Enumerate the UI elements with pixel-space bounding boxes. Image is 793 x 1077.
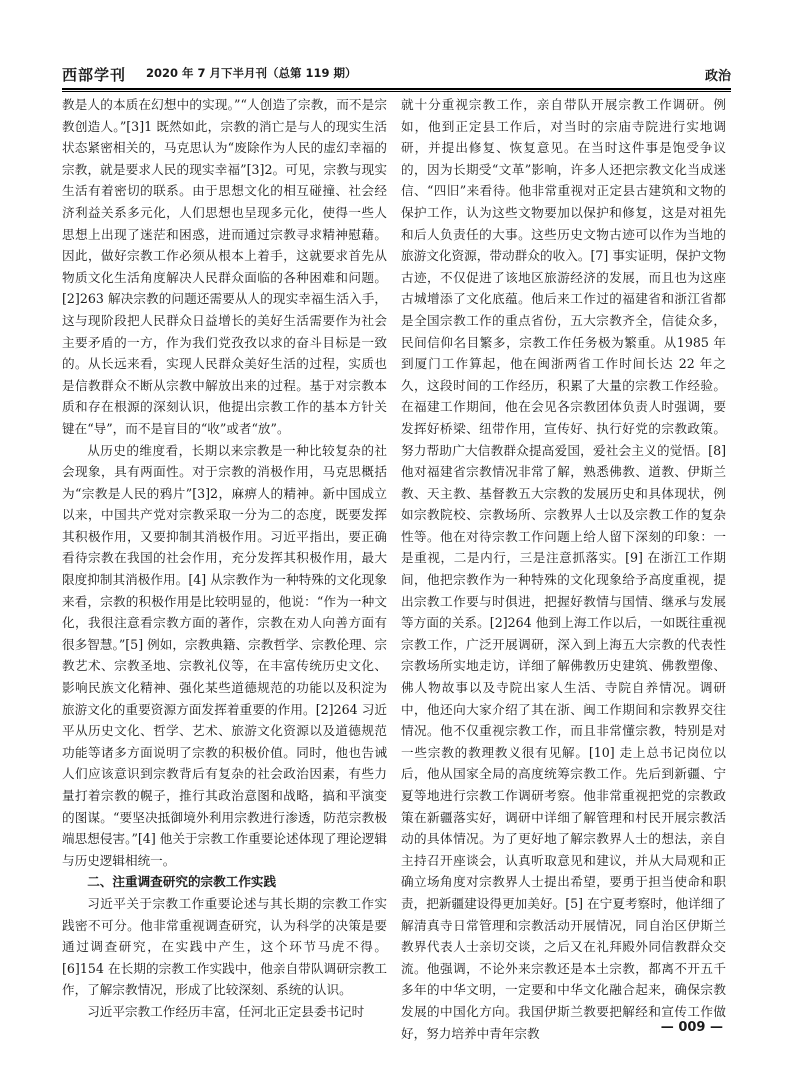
header-rule-thin	[62, 91, 731, 92]
page-header	[62, 62, 731, 86]
right-column	[401, 94, 726, 1044]
header-rule-thick	[62, 88, 731, 90]
section-heading: 二、注重调查研究的宗教工作实践	[87, 874, 277, 890]
paragraph: 教是人的本质在幻想中的实现。”“人创造了宗教，而不是宗教创造人。”[3]1 既然如此，宗教的消亡是与人的现实生活状态紧密相关的，马克思认为“废除作为人民的虚幻幸福的宗教，就是要求人民的现实幸福”[3]2。可见，宗教与现实生活有着密切的联系。由于思想文化的相互碰撞、社会经济利益关系多元化，人们思想也呈现多元化，使得一些人思想上出现了迷茫和困惑，进而通过宗教寻求精神慰藉。因此，做好宗教工作必须从根本上着手，这就要求首先从物质文化生活角度解决人民群众面临的各种困难和问题。[2]263 解决宗教的问题还需要从人的现实幸福生活入手，这与现阶段把人民群众日益增长的美好生活需要作为社会主要矛盾的一方，作为我们党孜孜以求的奋斗目标是一致的。从长远来看，实现人民群众美好生活的过程，实质也是信教群众不断从宗教中解放出来的过程。基于对宗教本质和存在根源的深刻认识，他提出宗教工作的基本方针关键在“导”，而不是盲目的“收”或者“放”。	[62, 97, 387, 436]
issue-info: 2020 年 7 月下半月刊（总第 119 期）	[146, 66, 357, 80]
paragraph: 习近平宗教工作经历丰富，任河北正定县委书记时	[87, 1003, 365, 1019]
left-column	[62, 94, 387, 1023]
paragraph: 从历史的维度看，长期以来宗教是一种比较复杂的社会现象，具有两面性。对于宗教的消极作用，马克思概括为“宗教是人民的鸦片”[3]2，麻痹人的精神。新中国成立以来，中国共产党对宗教采取一分为二的态度，既要发挥其积极作用，又要抑制其消极作用。习近平指出，要正确看待宗教在我国的社会作用，充分发挥其积极作用，最大限度抑制其消极作用。[4] 从宗教作为一种特殊的文化现象来看，宗教的积极作用是比较明显的，他说：“作为一种文化，我很注意看宗教方面的著作，宗教在劝人向善方面有很多智慧。”[5] 例如，宗教典籍、宗教哲学、宗教伦理、宗教艺术、宗教圣地、宗教礼仪等，在丰富传统历史文化、影响民族文化精神、强化某些道德规范的功能以及积淀为旅游文化的重要资源方面发挥着重要的作用。[2]264 习近平从历史文化、哲学、艺术、旅游文化资源以及道德规范功能等诸多方面说明了宗教的积极价值。同时，他也告诫人们应该意识到宗教背后有复杂的社会政治因素，有些力量打着宗教的幌子，推行其政治意图和战略，搞和平演变的图谋。“要坚决抵御境外利用宗教进行渗透，防范宗教极端思想侵害。”[4] 他关于宗教工作重要论述体现了理论逻辑与历史逻辑相统一。	[62, 442, 387, 868]
page-number: — 009 —	[660, 1020, 723, 1035]
section-label: 政治	[704, 69, 731, 84]
paragraph: 习近平关于宗教工作重要论述与其长期的宗教工作实践密不可分。他非常重视调查研究，认为科学的决策是要通过调查研究，在实践中产生，这个环节马虎不得。[6]154 在长期的宗教工作实践中，他亲自带队调研宗教工作，了解宗教情况，形成了比较深刻、系统的认识。	[62, 895, 387, 998]
paragraph: 就十分重视宗教工作，亲自带队开展宗教工作调研。例如，他到正定县工作后，对当时的宗庙寺院进行实地调研，并提出修复、恢复意见。在当时这件事是饱受争议的，因为长期受“文革”影响，许多人还把宗教文化当成迷信、“四旧”来看待。他非常重视对正定县古建筑和文物的保护工作，认为这些文物要加以保护和修复，这是对祖先和后人负责任的大事。这些历史文物古迹可以作为当地的旅游文化资源，带动群众的收入。[7] 事实证明，保护文物古迹，不仅促进了该地区旅游经济的发展，而且也为这座古城增添了文化底蕴。他后来工作过的福建省和浙江省都是全国宗教工作的重点省份，五大宗教齐全，信徒众多，民间信仰名目繁多，宗教工作任务极为繁重。从1985 年到厦门工作算起，他在闽浙两省工作时间长达 22 年之久，这段时间的工作经历，积累了大量的宗教工作经验。在福建工作期间，他在会见各宗教团体负责人时强调，要发挥好桥梁、纽带作用，宣传好、执行好党的宗教政策。努力帮助广大信教群众提高爱国，爱社会主义的觉悟。[8] 他对福建省宗教情况非常了解，熟悉佛教、道教、伊斯兰教、天主教、基督教五大宗教的发展历史和具体现状，例如宗教院校、宗教场所、宗教界人士以及宗教工作的复杂性等。他在对待宗教工作问题上给人留下深刻的印象：一是重视，二是内行，三是注意抓落实。[9] 在浙江工作期间，他把宗教作为一种特殊的文化现象给予高度重视，提出宗教工作要与时俱进，把握好教情与国情、继承与发展等方面的关系。[2]264 他到上海工作以后，一如既往重视宗教工作，广泛开展调研，深入到上海五大宗教的代表性宗教场所实地走访，详细了解佛教历史建筑、佛教塑像、佛人物故事以及寺院出家人生活、寺院自养情况。调研中，他还向大家介绍了其在浙、闽工作期间和宗教界交往情况。他不仅重视宗教工作，而且非常懂宗教，特别是对一些宗教的教理教义很有见解。[10] 走上总书记岗位以后，他从国家全局的高度统筹宗教工作。先后到新疆、宁夏等地进行宗教工作调研考察。他非常重视把党的宗教政策在新疆落实好，调研中详细了解管理和村民开展宗教活动的具体情况。为了更好地了解宗教界人士的想法，亲自主持召开座谈会，认真听取意见和建议，并从大局观和正确立场角度对宗教界人士提出希望，要勇于担当使命和职责，把新疆建设得更加美好。[5] 在宁夏考察时，他详细了解清真寺日常管理和宗教活动开展情况，同自治区伊斯兰教界代表人士亲切交谈，之后又在礼拜殿外同信教群众交流。他强调，不论外来宗教还是本土宗教，都离不开五千多年的中华文明，一定要和中华文化融合起来，确保宗教发展的中国化方向。我国伊斯兰教要把解经和宣传工作做好，努力培养中青年宗教	[401, 97, 726, 1041]
journal-logo: 西部学刊	[62, 66, 127, 84]
